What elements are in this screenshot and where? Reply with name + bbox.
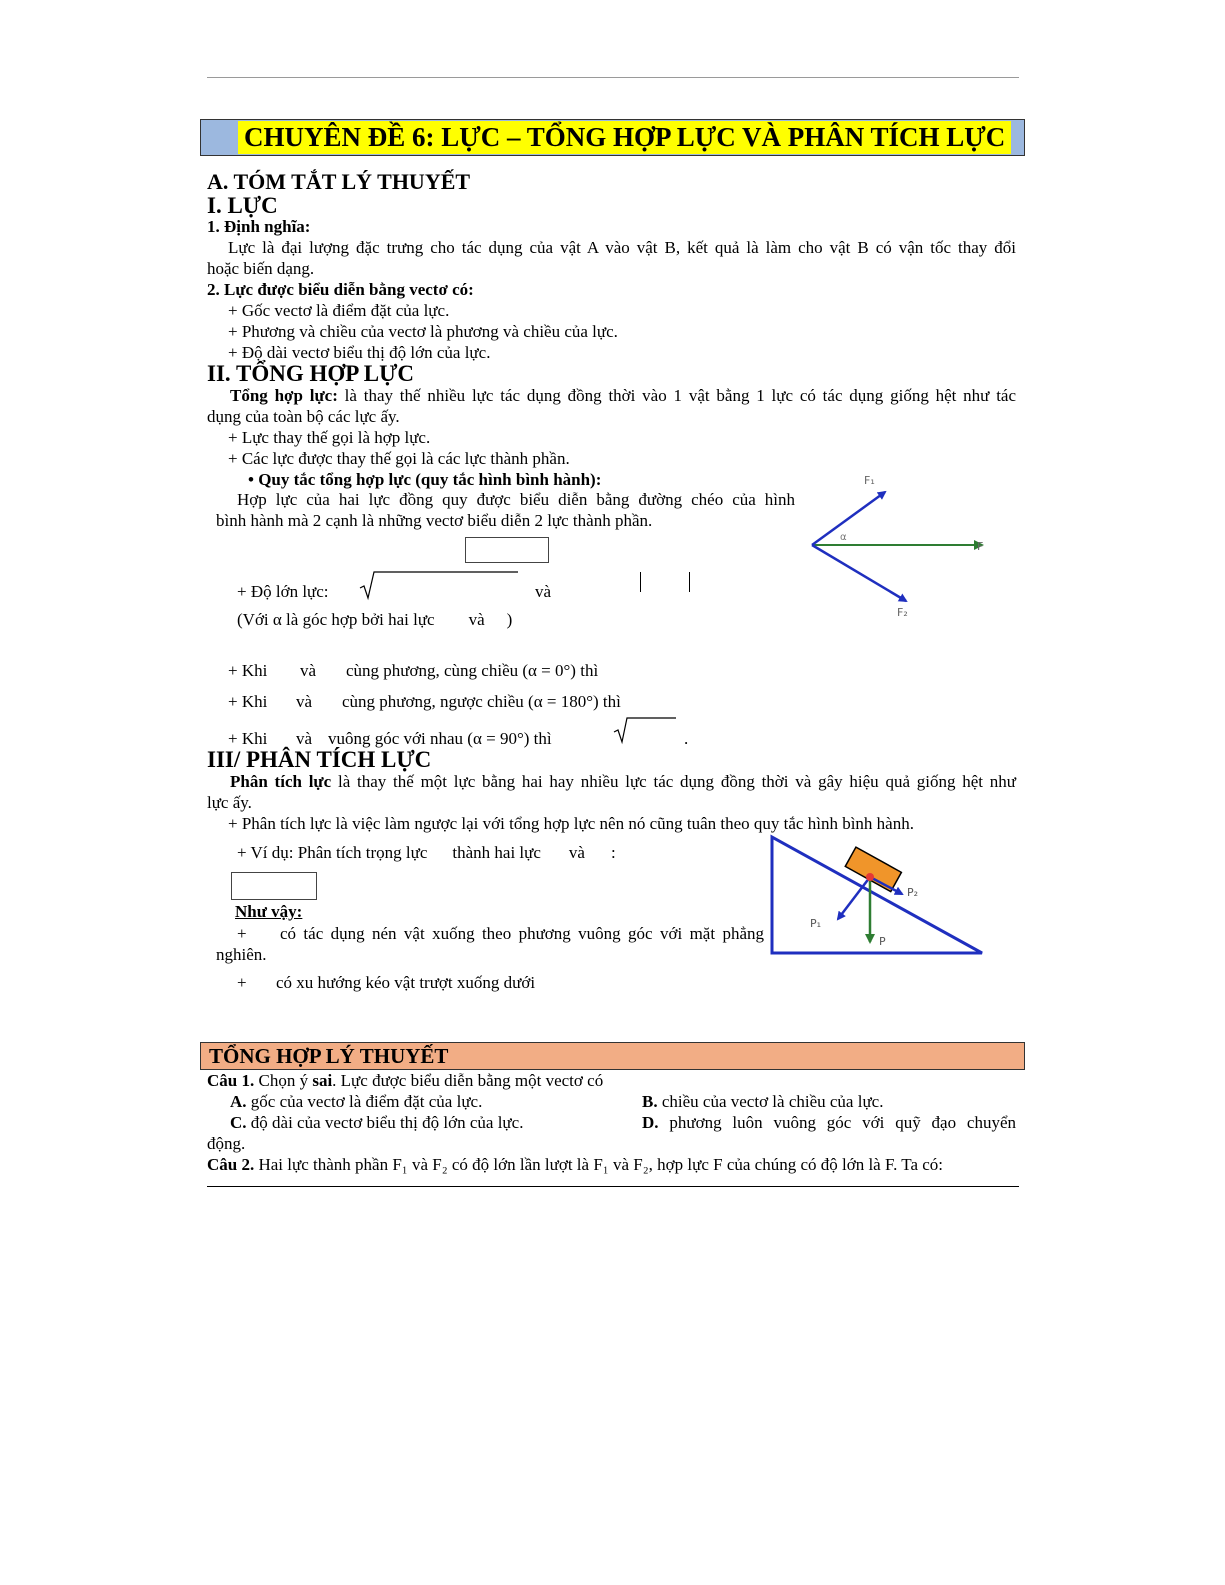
synthesis-definition-text: là thay thế nhiều lực tác dụng đồng thời vào 1 vật bằng 1 lực có tác dụng giống hệt như tác [344, 386, 1017, 405]
so-label: Như vậy: [235, 902, 303, 921]
magnitude-label: + Độ lớn lực: [237, 582, 329, 601]
analysis-definition [230, 772, 1016, 792]
example-colon: : [610, 843, 616, 862]
option-c [230, 1113, 523, 1133]
section-i-heading: I. LỰC [207, 193, 278, 218]
alpha-note-and: và [468, 610, 485, 629]
section-a-heading: A. TÓM TẮT LÝ THUYẾT [207, 169, 471, 194]
page-title: CHUYÊN ĐỀ 6: LỰC – TỔNG HỢP LỰC VÀ PHÂN TÍCH LỰC [238, 121, 1011, 154]
summary-heading: TỔNG HỢP LÝ THUYẾT [209, 1044, 449, 1068]
question-2-label: Câu 2. [207, 1155, 255, 1174]
case-prefix: + Khi [228, 661, 268, 680]
effect-1-text: có tác dụng nén vật xuống theo phương vuông góc với mặt phẳng [280, 924, 764, 943]
p2-label: P₂ [907, 886, 919, 899]
block-on-incline [845, 847, 901, 891]
synthesis-item: + Các lực được thay thế gọi là các lực thành phần. [228, 449, 570, 468]
definition-line-2: hoặc biến dạng. [207, 259, 315, 278]
question-1-text: Chọn ý [258, 1071, 309, 1090]
option-b [642, 1092, 883, 1112]
sqrt-symbol [612, 716, 678, 744]
f2-label: F₂ [897, 606, 908, 619]
question-1-emphasis: sai [312, 1071, 333, 1090]
example-text: + Ví dụ: Phân tích trọng lực [237, 843, 428, 862]
synthesis-definition-line-2: dụng của toàn bộ các lực ấy. [207, 407, 400, 426]
synthesis-item: + Lực thay thế gọi là hợp lực. [228, 428, 431, 447]
sqrt-symbol [358, 570, 520, 600]
abs-bar-right [689, 572, 690, 592]
case-and: và [296, 729, 313, 748]
case-end-period: . [684, 729, 689, 748]
option-d-text: phương luôn vuông góc với quỹ đạo chuyển [669, 1113, 1017, 1132]
vector-item: + Độ dài vectơ biểu thị độ lớn của lực. [228, 343, 491, 362]
f-label: F [977, 540, 984, 553]
parallelogram-rule-label: • Quy tắc tổng hợp lực (quy tắc hình bình hành): [248, 470, 602, 489]
effect-2-text: có xu hướng kéo vật trượt xuống dưới [276, 973, 536, 992]
example-line [237, 843, 616, 863]
p-label: P [879, 935, 886, 948]
definition-label: 1. Định nghĩa: [207, 217, 311, 236]
option-d [642, 1113, 1016, 1133]
question-1-label: Câu 1. [207, 1071, 255, 1090]
case-same-direction: cùng phương, cùng chiều (α = 0°) thì [346, 661, 599, 680]
question-1 [207, 1071, 603, 1091]
formula-box [465, 537, 549, 563]
question-1-text-2: . Lực được biểu diễn bằng một vectơ có [332, 1071, 604, 1090]
analysis-item: + Phân tích lực là việc làm ngược lại với tổng hợp lực nên nó cũng tuân theo quy tắc hình bình hành. [228, 814, 914, 833]
example-and: và [568, 843, 585, 862]
question-2 [207, 1155, 943, 1175]
inclined-plane-diagram [770, 835, 995, 965]
and-word: và [535, 582, 552, 601]
option-b-label: B. [642, 1092, 658, 1111]
alpha-label: α [840, 532, 847, 543]
case-perpendicular: vuông góc với nhau (α = 90°) thì [328, 729, 552, 748]
case-and: và [296, 692, 313, 711]
effect-1-line-2: nghiên. [216, 945, 267, 964]
option-a-label: A. [230, 1092, 247, 1111]
plus-sign: + [237, 973, 247, 992]
option-a-text: gốc của vectơ là điểm đặt của lực. [250, 1092, 483, 1111]
case-opposite-direction: cùng phương, ngược chiều (α = 180°) thì [342, 692, 621, 711]
option-b-text: chiều của vectơ là chiều của lực. [661, 1092, 884, 1111]
analysis-term: Phân tích lực [230, 772, 332, 791]
section-ii-heading: II. TỔNG HỢP LỰC [207, 361, 415, 386]
parallelogram-rule-line-2: bình hành mà 2 cạnh là những vectơ biểu diễn 2 lực thành phần. [216, 511, 653, 530]
case-prefix: + Khi [228, 729, 268, 748]
option-d-line-2: động. [207, 1134, 246, 1153]
synthesis-term: Tổng hợp lực: [230, 386, 338, 405]
analysis-definition-line-2: lực ấy. [207, 793, 252, 812]
alpha-note [237, 610, 512, 630]
section-iii-heading: III/ PHÂN TÍCH LỰC [207, 747, 432, 772]
question-2-text: Hai lực thành phần F₁ và F₂ có độ lớn lần lượt là F₁ và F₂, hợp lực F của chúng có độ lớn là F. Ta có: [258, 1155, 944, 1174]
f1-label: F₁ [864, 474, 875, 487]
case-and: và [300, 661, 317, 680]
abs-bar-left [640, 572, 641, 592]
synthesis-definition [230, 386, 1016, 406]
f2-vector [812, 545, 906, 601]
vector-label: 2. Lực được biểu diễn bằng vectơ có: [207, 280, 474, 299]
option-d-label: D. [642, 1113, 659, 1132]
plus-sign: + [237, 924, 247, 943]
application-point [866, 873, 874, 881]
option-c-text: độ dài của vectơ biểu thị độ lớn của lực. [250, 1113, 524, 1132]
vector-item: + Phương và chiều của vectơ là phương và chiều của lực. [228, 322, 618, 341]
alpha-note-close: ) [506, 610, 513, 629]
f1-vector [812, 492, 885, 545]
incline-triangle [772, 837, 982, 953]
option-c-label: C. [230, 1113, 247, 1132]
definition-line-1: Lực là đại lượng đặc trưng cho tác dụng của vật A vào vật B, kết quả là làm cho vật B có vận tốc thay đổi [228, 238, 1016, 257]
analysis-definition-text: là thay thế một lực bằng hai hay nhiều lực tác dụng đồng thời và gây hiệu quả giống hệt như [337, 772, 1016, 791]
vector-item: + Gốc vectơ là điểm đặt của lực. [228, 301, 450, 320]
alpha-note-text: (Với α là góc hợp bởi hai lực [237, 610, 435, 629]
formula-box [231, 872, 317, 900]
case-prefix: + Khi [228, 692, 268, 711]
example-text-2: thành hai lực [452, 843, 541, 862]
option-a [230, 1092, 482, 1112]
force-composition-diagram [800, 470, 1020, 630]
footer-rule [207, 1186, 1019, 1187]
header-rule [207, 77, 1019, 78]
parallelogram-rule-line-1: Hợp lực của hai lực đồng quy được biểu diễn bằng đường chéo của hình [237, 490, 795, 509]
p1-label: P₁ [810, 917, 822, 930]
